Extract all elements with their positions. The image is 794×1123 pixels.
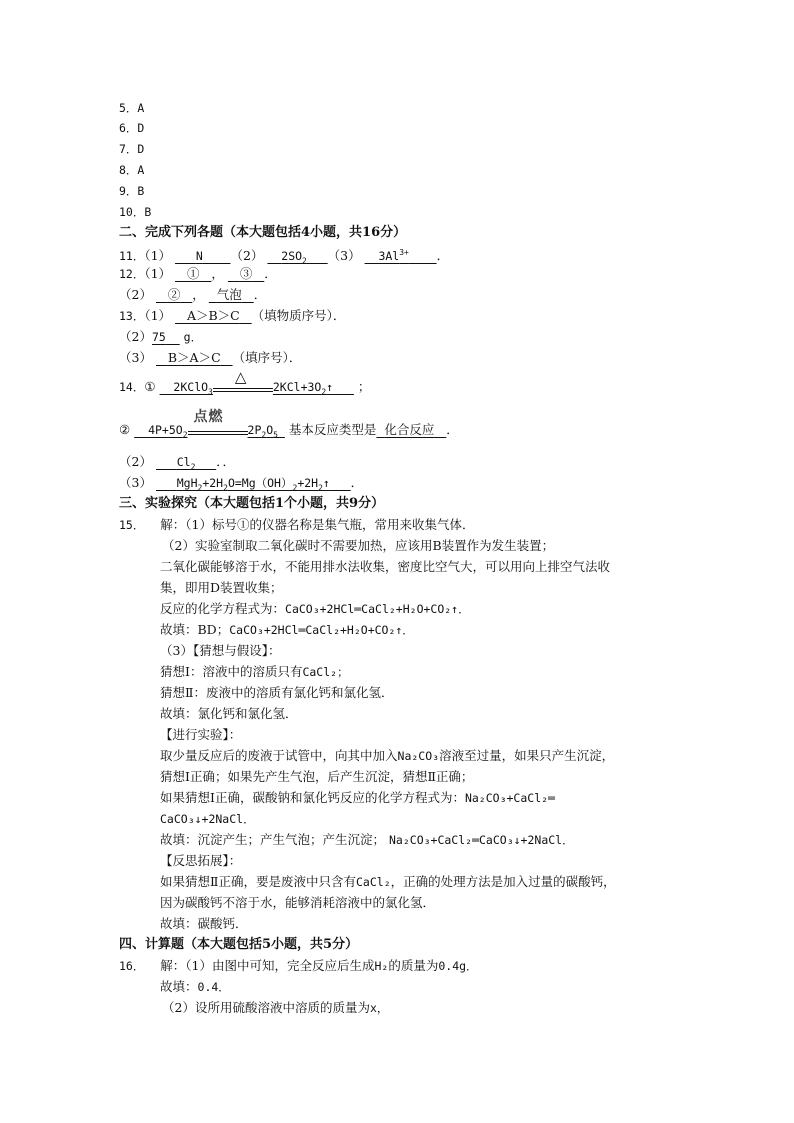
- q12-line-2: （2） ② ， 气泡 ．: [119, 287, 267, 302]
- q15-line-6: 故填：BD；CaCO₃+2HCl═CaCl₂+H₂O+CO₂↑．: [160, 622, 414, 637]
- q12-answer-2: ③: [239, 266, 253, 281]
- equation: CaCO₃+2HCl═CaCl₂+H₂O+CO₂↑．: [229, 623, 414, 637]
- answer-8: 8．A: [119, 163, 145, 177]
- q15-line-18: 如果猜想Ⅱ正确，要是废液中只含有CaCl₂，正确的处理方法是加入过量的碳酸钙，: [160, 874, 616, 889]
- q11-line: 11．（1） N （2） $2SO_2$ （3） $3Al^{3+}$ ．: [119, 247, 450, 266]
- q13-answer-2: 75: [151, 330, 166, 344]
- q11-answer-1: N: [195, 248, 203, 263]
- q15-line-13: 猜想Ⅰ正确；如果先产生气泡，后产生沉淀，猜想Ⅱ正确；: [160, 769, 474, 784]
- q15-line-11: 【进行实验】：: [160, 727, 242, 742]
- q14-equation-1: 2KClO$_3$ △ $2KCl+3O_2↑$: [173, 367, 334, 397]
- section-3-heading: 三、实验探究（本大题包括1个小题，共9分）: [119, 496, 385, 511]
- q14-reaction-type: 化合反应: [384, 422, 435, 437]
- q11-answer-2: $2SO_2$: [281, 248, 307, 266]
- q13-answer-1: A＞B＞C: [186, 308, 240, 323]
- q13-answer-3: B＞A＞C: [167, 350, 221, 365]
- q16-line-1: 16． 解：（1）由图中可知，完全反应后生成H₂的质量为0.4g．: [119, 958, 478, 973]
- q15-line-7: （3）【猜想与假设】：: [160, 643, 281, 658]
- q14-line-3: （2） $Cl_2$ ．．: [119, 454, 235, 472]
- q14-line-1: 14．① 2KClO$_3$ △ $2KCl+3O_2↑$ ；: [119, 367, 371, 397]
- q11-answer-3: $3Al^{3+}$: [378, 248, 409, 263]
- q15-line-5: 反应的化学方程式为：CaCO₃+2HCl═CaCl₂+H₂O+CO₂↑．: [160, 601, 470, 616]
- q15-line-4: 集，即用D装置收集；: [160, 580, 283, 595]
- q15-line-12: 取少量反应后的废液于试管中，向其中加入Na₂CO₃溶液至过量，如果只产生沉淀，: [160, 748, 615, 763]
- ignite-condition: 点燃: [188, 422, 248, 440]
- q15-line-16: 故填：沉淀产生；产生气泡；产生沉淀； Na₂CO₃+CaCl₂═CaCO₃↓+2NaCl．: [160, 832, 574, 847]
- q15-line-17: 【反思拓展】：: [160, 853, 242, 868]
- q13-line-2: （2）75 g．: [119, 329, 203, 344]
- q12-answer-3: ②: [167, 287, 181, 302]
- answer-5: 5．A: [119, 101, 145, 115]
- q12-line-1: 12．（1） ① ， ③ ．: [119, 266, 277, 281]
- q13-line-1: 13．（1） A＞B＞C （填物质序号）．: [119, 308, 346, 323]
- q14-equation-2: $4P+5O_2$ 点燃 $2P_2O_5$: [148, 408, 278, 440]
- q14-line-4: （3） $MgH_2+2H_2O=Mg(OH)_2+2H_2↑$ ．: [119, 475, 364, 493]
- q14-line-2: ② $4P+5O_2$ 点燃 $2P_2O_5$ 基本反应类型是 化合反应 ．: [119, 408, 459, 440]
- answer-9: 9．B: [119, 184, 145, 198]
- answer-10: 10．B: [119, 205, 152, 219]
- answer-6: 6．D: [119, 121, 145, 135]
- section-4-heading: 四、计算题（本大题包括5小题，共5分）: [119, 937, 359, 952]
- q15-line-8: 猜想Ⅰ：溶液中的溶质只有CaCl₂；: [160, 664, 349, 679]
- q15-line-15: CaCO₃↓+2NaCl．: [160, 812, 255, 826]
- q12-answer-4: 气泡: [216, 287, 242, 302]
- section-2-heading: 二、完成下列各题（本大题包括4小题，共16分）: [119, 225, 407, 240]
- heat-condition: △: [213, 379, 273, 397]
- q13-line-3: （3） B＞A＞C （填序号）．: [119, 350, 302, 365]
- q16-line-2: 故填：0.4．: [160, 979, 230, 994]
- answer-7: 7．D: [119, 142, 145, 156]
- q15-line-2: （2）实验室制取二氧化碳时不需要加热，应该用B装置作为发生装置；: [162, 538, 555, 553]
- q15-line-3: 二氧化碳能够溶于水，不能用排水法收集，密度比空气大，可以用向上排空气法收: [160, 559, 611, 574]
- q15-line-1: 15． 解：（1）标号①的仪器名称是集气瓶，常用来收集气体．: [119, 517, 475, 532]
- q15-line-14: 如果猜想Ⅰ正确，碳酸钠和氯化钙反应的化学方程式为：Na₂CO₃+CaCl₂═: [160, 790, 555, 805]
- q14-answer-cl2: $Cl_2$: [176, 455, 196, 472]
- q15-line-10: 故填：氯化钙和氯化氢．: [160, 706, 298, 721]
- q12-answer-1: ①: [186, 266, 200, 281]
- q15-line-20: 故填：碳酸钙．: [160, 916, 248, 931]
- q16-line-3: （2）设所用硫酸溶液中溶质的质量为x，: [162, 1000, 389, 1015]
- q15-line-9: 猜想Ⅱ：废液中的溶质有氯化钙和氯化氢．: [160, 685, 394, 700]
- equation: CaCO₃+2HCl═CaCl₂+H₂O+CO₂↑．: [285, 602, 470, 616]
- q14-equation-3: $MgH_2+2H_2O=Mg(OH)_2+2H_2↑$: [176, 476, 330, 493]
- q15-line-19: 因为碳酸钙不溶于水，能够消耗溶液中的氯化氢．: [160, 895, 436, 910]
